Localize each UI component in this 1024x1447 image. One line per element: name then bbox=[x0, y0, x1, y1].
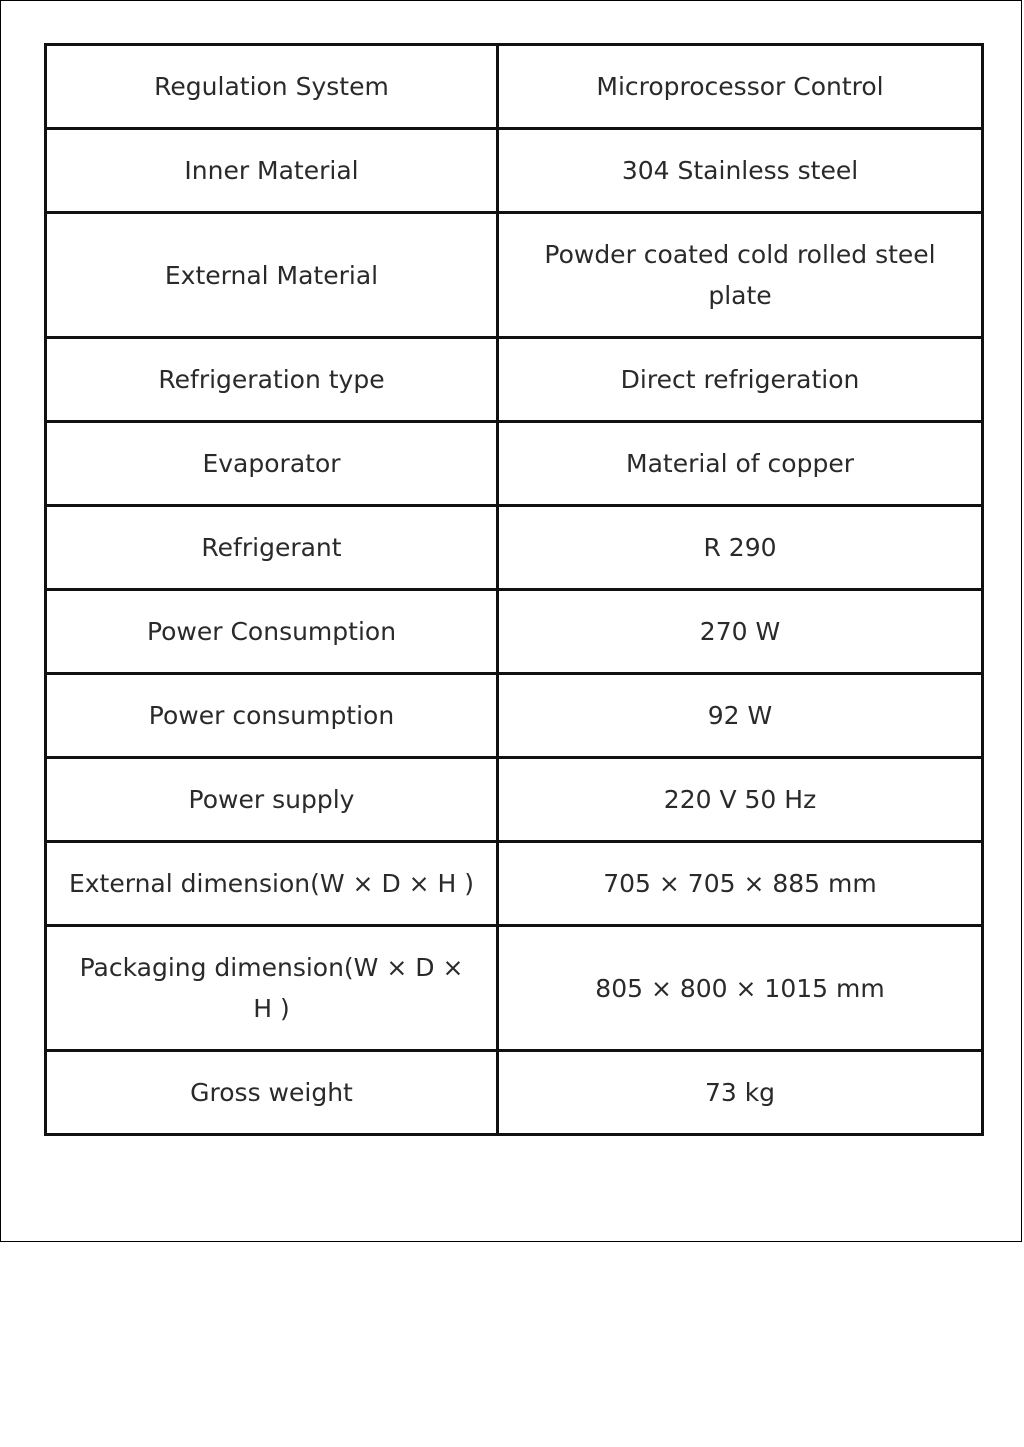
row-value: Direct refrigeration bbox=[498, 338, 983, 422]
table-row bbox=[46, 1051, 983, 1135]
table-row bbox=[46, 926, 983, 1051]
row-value: 270 W bbox=[498, 590, 983, 674]
row-value: 220 V 50 Hz bbox=[498, 758, 983, 842]
row-label: Power consumption bbox=[46, 674, 498, 758]
table-row bbox=[46, 45, 983, 129]
row-label: Refrigeration type bbox=[46, 338, 498, 422]
row-label: Gross weight bbox=[46, 1051, 498, 1135]
row-value: 705 × 705 × 885 mm bbox=[498, 842, 983, 926]
row-value: 805 × 800 × 1015 mm bbox=[498, 926, 983, 1051]
row-value: Microprocessor Control bbox=[498, 45, 983, 129]
table-row bbox=[46, 674, 983, 758]
row-label: Power Consumption bbox=[46, 590, 498, 674]
row-label: Packaging dimension(W × D × H ) bbox=[46, 926, 498, 1051]
row-value: 304 Stainless steel bbox=[498, 129, 983, 213]
table-row bbox=[46, 129, 983, 213]
row-value: 73 kg bbox=[498, 1051, 983, 1135]
table-row bbox=[46, 213, 983, 338]
row-label: Regulation System bbox=[46, 45, 498, 129]
row-label: External Material bbox=[46, 213, 498, 338]
table-row bbox=[46, 506, 983, 590]
row-label: External dimension(W × D × H ) bbox=[46, 842, 498, 926]
table-row bbox=[46, 842, 983, 926]
spec-table bbox=[44, 43, 984, 1136]
row-label: Evaporator bbox=[46, 422, 498, 506]
row-value: 92 W bbox=[498, 674, 983, 758]
row-value: R 290 bbox=[498, 506, 983, 590]
table-row bbox=[46, 590, 983, 674]
row-value: Powder coated cold rolled steel plate bbox=[498, 213, 983, 338]
row-label: Refrigerant bbox=[46, 506, 498, 590]
row-label: Inner Material bbox=[46, 129, 498, 213]
table-row bbox=[46, 758, 983, 842]
row-label: Power supply bbox=[46, 758, 498, 842]
table-row bbox=[46, 422, 983, 506]
table-row bbox=[46, 338, 983, 422]
row-value: Material of copper bbox=[498, 422, 983, 506]
